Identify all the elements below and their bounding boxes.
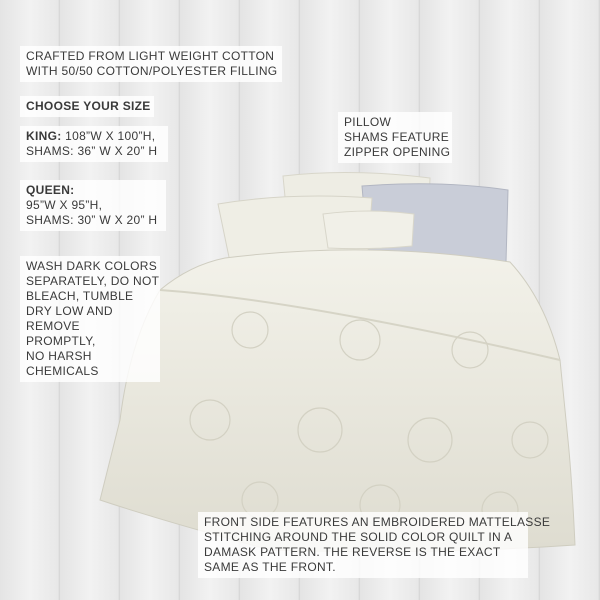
- king-dimensions: 108”W X 100”H,: [65, 129, 156, 143]
- front-line: FRONT SIDE FEATURES AN EMBROIDERED MATTELASSE: [204, 515, 551, 529]
- front-line: STITCHING AROUND THE SOLID COLOR QUILT IN A: [204, 530, 513, 544]
- front-line: DAMASK PATTERN. THE REVERSE IS THE EXACT: [204, 545, 501, 559]
- intro-line-1: CRAFTED FROM LIGHT WEIGHT COTTON: [26, 49, 275, 63]
- intro-line-2: WITH 50/50 COTTON/POLYESTER FILLING: [26, 64, 278, 78]
- king-size-box: [20, 126, 168, 162]
- wash-line: CHEMICALS: [26, 364, 99, 378]
- king-shams: SHAMS: 36” W X 20” H: [26, 144, 158, 158]
- queen-label: QUEEN:: [26, 183, 75, 197]
- accent-pillow: [323, 211, 414, 249]
- pillow-line: PILLOW: [344, 115, 392, 129]
- choose-size-heading: CHOOSE YOUR SIZE: [26, 99, 151, 113]
- queen-size-box: [20, 180, 166, 231]
- choose-size-box: [20, 96, 154, 117]
- front-side-box: [198, 512, 551, 578]
- quilt: [100, 250, 575, 552]
- wash-line: WASH DARK COLORS: [26, 259, 158, 273]
- intro-text-box: [20, 46, 282, 82]
- wash-line: REMOVE: [26, 319, 80, 333]
- front-line: SAME AS THE FRONT.: [204, 560, 336, 574]
- king-label: KING:: [26, 129, 62, 143]
- pillow-line: SHAMS FEATURE: [344, 130, 450, 144]
- wash-line: DRY LOW AND: [26, 304, 113, 318]
- wash-line: SEPARATELY, DO NOT: [26, 274, 160, 288]
- wash-line: PROMPTLY,: [26, 334, 96, 348]
- wash-instructions-box: [20, 256, 160, 382]
- queen-dimensions: 95”W X 95”H,: [26, 198, 103, 212]
- wash-line: BLEACH, TUMBLE: [26, 289, 134, 303]
- pillow-line: ZIPPER OPENING: [344, 145, 451, 159]
- wash-line: NO HARSH: [26, 349, 92, 363]
- pillow-shams-box: [338, 112, 452, 163]
- queen-shams: SHAMS: 30” W X 20” H: [26, 213, 158, 227]
